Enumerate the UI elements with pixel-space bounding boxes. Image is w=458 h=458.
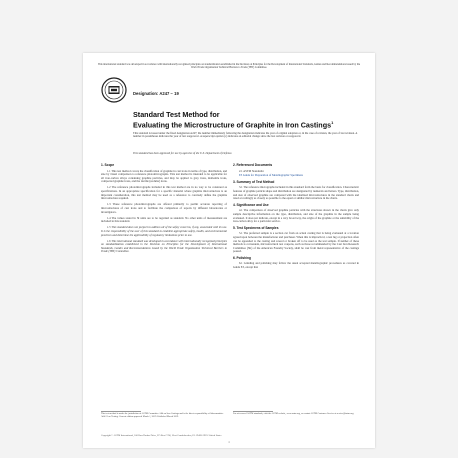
- paragraph-1-2: 1.2 The reference photomicrographs included in this test method are in no way to be construed as specifications. In an appropriate specification for a specific material where graphite microstructure is an important consideration, this test method may be used as a reference to concisely define the graphite microstructure required.: [101, 185, 227, 201]
- paragraph-1-4: 1.4 The values stated in SI units are to be regarded as standard. No other units of measurement are included in this standard.: [101, 215, 227, 224]
- left-column: [101, 161, 227, 256]
- right-column: [233, 161, 359, 272]
- title-line-1: Standard Test Method for: [133, 110, 220, 119]
- title-footnote-marker: 1: [331, 120, 334, 125]
- footnote-right-text: For referenced ASTM standards, visit the ASTM website, www.astm.org, or contact ASTM Customer Service at service@astm.org.: [233, 413, 354, 415]
- test-specimens-heading: 5. Test Specimens of Samples: [233, 225, 279, 230]
- paragraph-5-1: 5.1 The preferred sample is a section cut from an actual casting that is being evaluated at a location agreed upon between the manufacturer and purchaser. When this is impractical, a test lug or projection often can be appended to the casting and sawed or broken off to be used as the test sample. If neither of these methods is convenient, microstructural test coupons, such as those recommended by the Cast Iron Research Committee (5K) of the American Foundry Society, shall be cast from metal representative of the castings poured.: [233, 231, 359, 254]
- title-line-2-text: Evaluating the Microstructure of Graphite in Iron Castings: [133, 120, 332, 130]
- footnote-rule: [101, 411, 141, 412]
- paragraph-4-1: 4.1 The comparison of observed graphite particles with the structures shown in the charts give only sample descriptive information on the type, distribution, and size of the graphite in the sample being evaluated. It does not indicate, except in a very broad way, the origin of the graphite or the suitability of the iron-carbon alloy for a particular service.: [233, 208, 359, 224]
- paragraph-3-1: 3.1 The reference micrographs included in this standard form the basis for classification. Characteristic features of graphite particle shape and distribution are designated by numerals and letters. Type, distribution, and size of observed graphite are compared with the idealized microstructures in the standard charts and rated accordingly as closely as possible to the equal or similar microstructure in the charts.: [233, 185, 359, 201]
- summary-heading: 3. Summary of Test Method: [233, 179, 275, 184]
- standard-note: This standard is issued under the fixed designation A247; the number immediately following the designation indicates the year of original adoption or, in the case of revision, the year of last revision. A number in parentheses indicates the year of last reapproval. A superscript epsilon (ε) indicates an editorial change since the last revision or reapproval.: [133, 132, 358, 139]
- footnote-left: [101, 411, 227, 419]
- paragraph-1-3: 1.3 These reference photomicrographs are offered primarily to permit accurate reporting of microstructures of cast irons and to facilitate the comparison of reports by different laboratories or investigators.: [101, 202, 227, 214]
- paragraph-6-1: 6.1 Grinding and polishing may follow the usual accepted metallographic procedures as covered in Guide E3, except that: [233, 261, 359, 270]
- designation: Designation: A247 − 19: [133, 91, 179, 96]
- significance-heading: 4. Significance and Use: [233, 202, 269, 207]
- paragraph-1-6: 1.6 This international standard was developed in accordance with internationally recognized principles on standardization established in the Decision on Principles for the Development of International Standards, Guides and Recommendations issued by the World Trade Organization Technical Barriers to Trade (TBT) Committee.: [101, 238, 227, 254]
- paragraph-1-5: 1.5 This standard does not purport to address all of the safety concerns, if any, associated with its use. It is the responsibility of the user of this standard to establish appropriate safety, health, and environmental practices and determine the applicability of regulatory limitations prior to use.: [101, 225, 227, 237]
- astm-standards-label: 2.1 ASTM Standards:: [239, 168, 265, 173]
- reference-e3-link[interactable]: E3 Guide for Preparation of Metallographic Specimens: [239, 173, 303, 178]
- title-line-2: [133, 119, 363, 129]
- footnote-rule-right: [233, 411, 273, 412]
- copyright-line: Copyright © ASTM International, 100 Barr Harbor Drive, PO Box C700, West Conshohocken, PA 19428-2959. United States: [101, 434, 222, 437]
- referenced-documents-heading: 2. Referenced Documents: [233, 163, 273, 167]
- document-page: [83, 53, 375, 448]
- scope-heading: 1. Scope: [101, 163, 115, 167]
- astm-logo-icon: [101, 77, 127, 103]
- footnote-left-text: This test method is under the jurisdiction of ASTM Committee A04 on Iron Castings and is the direct responsibility of Subcommittee A04.21 on Testing. Current edition approved March 1, 2019. Published March 2019.: [101, 413, 224, 418]
- page-number: 1: [228, 440, 230, 444]
- precedence-note: This standard has been approved for use by agencies of the U.S. Department of Defense.: [133, 152, 233, 155]
- paragraph-1-1: 1.1 This test method covers the classification of graphite in cast irons in terms of type, distribution, and size by visual comparison to reference photomicrographs. This test method is intended to be applicable for all iron-carbon alloys containing graphite particles, and may be applied to gray irons, malleable irons, compacted graphite irons, and the ductile (nodular) irons.: [101, 168, 227, 184]
- top-note: This international standard was developed in accordance with internationally recognized principles on standardization established in the Decision on Principles for the Development of International Standards, Guides and Recommendations issued by the World Trade Organization Technical Barriers to Trade (TBT) Committee.: [97, 63, 361, 70]
- footnote-right: [233, 411, 359, 416]
- document-title: [133, 111, 363, 129]
- polishing-heading: 6. Polishing: [233, 255, 251, 260]
